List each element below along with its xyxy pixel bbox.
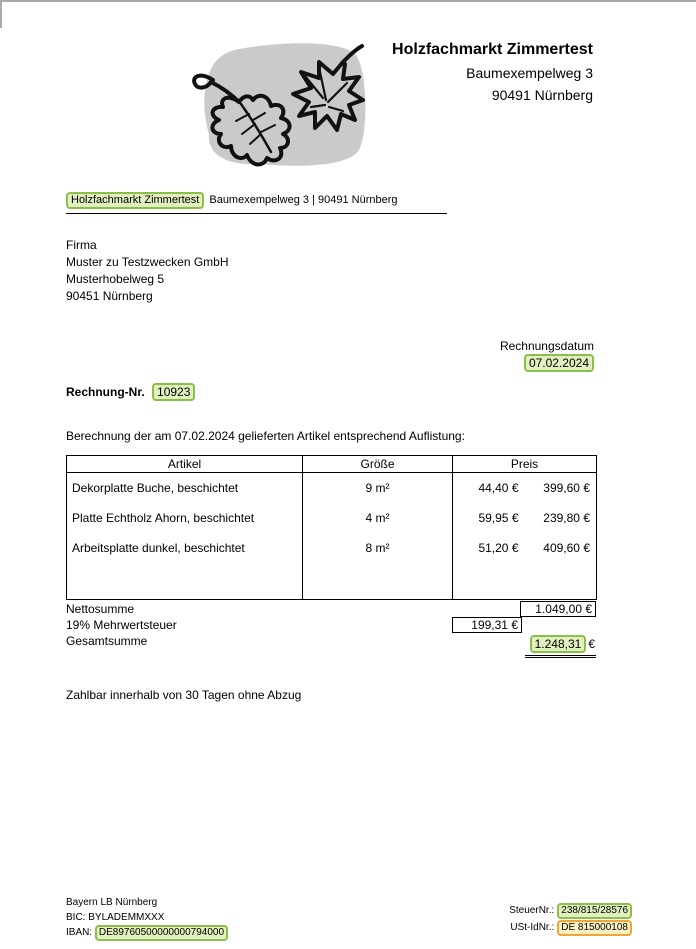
item-total-price: 399,60 € (525, 473, 597, 503)
header-groesse: Größe (303, 456, 453, 473)
recipient-address (66, 237, 229, 305)
item-unit-price: 59,95 € (478, 510, 519, 525)
payment-terms-text: Zahlbar innerhalb von 30 Tagen ohne Abzug (66, 688, 302, 702)
vat-label: 19% Mehrwertsteuer (66, 618, 177, 632)
item-total-price: 239,80 € (525, 503, 597, 533)
net-total-label: Nettosumme (66, 602, 135, 616)
company-name: Holzfachmarkt Zimmertest (392, 41, 593, 58)
tax-details (509, 902, 632, 936)
bic-value: BYLADEMMXXX (88, 912, 165, 923)
sender-line (66, 192, 447, 214)
header-artikel: Artikel (67, 456, 303, 473)
item-total-price: 409,60 € (525, 533, 597, 563)
company-city: 90491 Nürnberg (491, 87, 593, 103)
iban-highlight[interactable]: DE89760500000000794000 (95, 925, 228, 941)
items-table (66, 455, 597, 600)
vat-id-line (509, 919, 632, 936)
sender-name-highlight[interactable]: Holzfachmarkt Zimmertest (66, 192, 204, 209)
item-size: 8 m² (303, 533, 453, 563)
invoice-number-block (66, 383, 195, 401)
grand-total-label: Gesamtsumme (66, 634, 148, 648)
item-name: Arbeitsplatte dunkel, beschichtet (67, 533, 303, 563)
grand-total-row (66, 633, 596, 655)
invoice-number-highlight[interactable]: 10923 (152, 383, 195, 401)
invoice-date-label: Rechnungsdatum (499, 339, 594, 353)
item-name: Dekorplatte Buche, beschichtet (67, 473, 303, 503)
item-name: Platte Echtholz Ahorn, beschichtet (67, 503, 303, 533)
net-total-row (66, 601, 596, 617)
item-unit-price: 44,40 € (478, 480, 519, 495)
window-top-edge (0, 0, 696, 2)
bank-details (66, 895, 228, 941)
bic-line (66, 910, 228, 925)
item-unit-price: 51,20 € (478, 540, 519, 555)
grand-total-highlight[interactable]: 1.248,31 (530, 635, 587, 653)
recipient-line-3: Musterhobelweg 5 (66, 272, 165, 286)
item-size: 9 m² (303, 473, 453, 503)
billing-intro-text: Berechnung der am 07.02.2024 gelieferten Artikel entsprechend Auflistung: (66, 429, 465, 443)
grand-total-underline (525, 635, 596, 658)
leaves-logo (183, 10, 383, 180)
tax-number-line (509, 902, 632, 919)
vat-id-highlight[interactable]: DE 815000108 (557, 920, 632, 936)
bank-name: Bayern LB Nürnberg (66, 897, 158, 908)
tax-number-highlight[interactable]: 238/815/28576 (557, 903, 632, 919)
table-row (67, 503, 597, 533)
table-header-row (67, 456, 597, 473)
vat-id-label: USt-IdNr.: (510, 922, 555, 933)
iban-line (66, 925, 228, 941)
company-header (392, 38, 593, 106)
grand-total-currency: € (588, 637, 595, 651)
recipient-line-1: Firma (66, 238, 97, 252)
net-total-value: 1.049,00 € (520, 601, 596, 617)
totals-section (66, 601, 596, 655)
company-street: Baumexempelweg 3 (466, 65, 593, 81)
iban-label: IBAN: (66, 927, 93, 938)
recipient-line-4: 90451 Nürnberg (66, 289, 153, 303)
vat-row (66, 617, 596, 633)
tax-number-label: SteuerNr.: (509, 905, 555, 916)
vat-value: 199,31 € (452, 617, 522, 633)
item-size: 4 m² (303, 503, 453, 533)
table-spacer-row (67, 563, 597, 600)
invoice-date-highlight[interactable]: 07.02.2024 (524, 354, 594, 372)
invoice-number-label: Rechnung-Nr. (66, 385, 145, 399)
sender-line-rest: Baumexempelweg 3 | 90491 Nürnberg (209, 194, 398, 206)
recipient-line-2: Muster zu Testzwecken GmbH (66, 255, 229, 269)
window-left-edge (0, 0, 2, 28)
header-preis: Preis (453, 456, 597, 473)
invoice-date-block (500, 339, 594, 372)
table-row (67, 473, 597, 503)
bic-label: BIC: (66, 912, 86, 923)
table-row (67, 533, 597, 563)
